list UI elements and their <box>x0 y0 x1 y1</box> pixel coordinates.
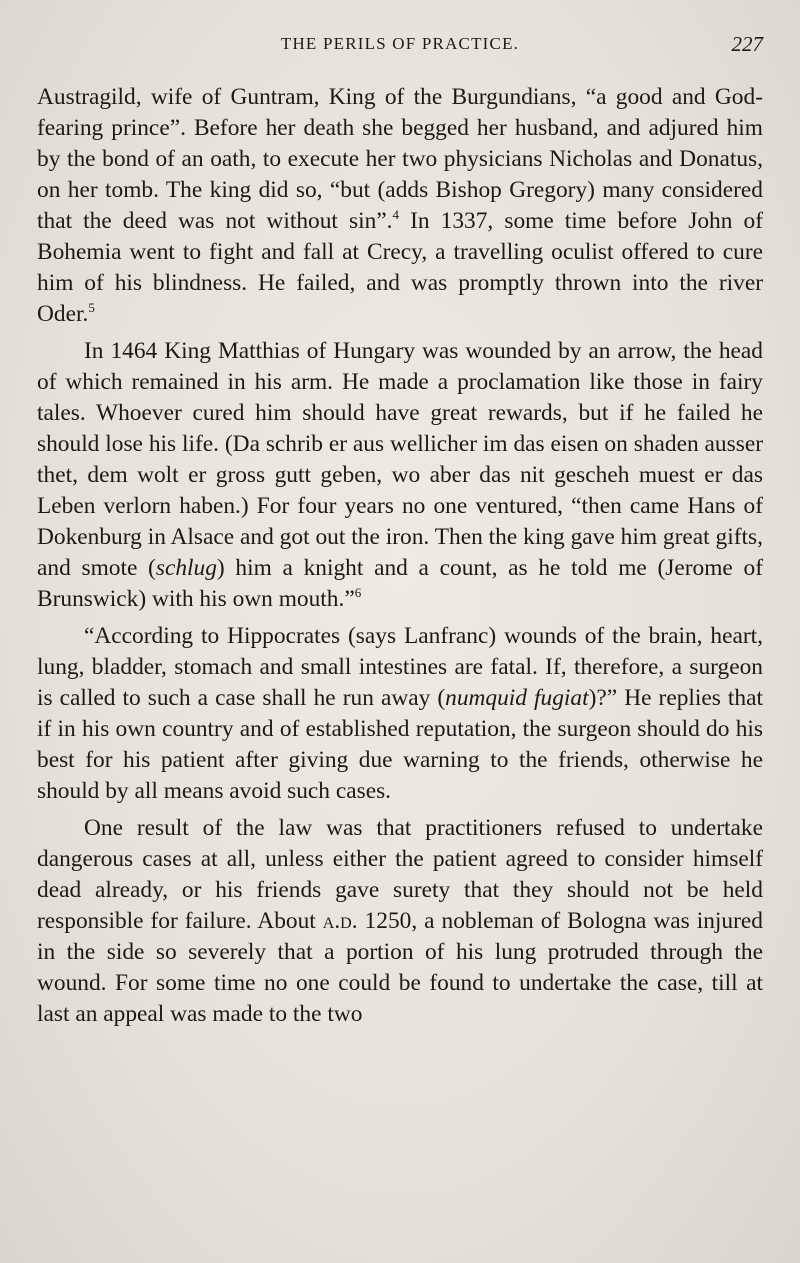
paragraph-4 <box>37 813 763 1030</box>
body-text <box>37 82 763 1030</box>
paragraph-2 <box>37 336 763 615</box>
paragraph-3 <box>37 621 763 807</box>
footnote-ref-4: 4 <box>392 207 400 223</box>
footnote-ref-5: 5 <box>88 300 95 316</box>
paragraph-4-small-caps: a.d. <box>322 908 358 934</box>
paragraph-2-text-a: In 1464 King Matthias of Hungary was wounded by an arrow, the head of which remained in his arm. He made a proclamation like those in fairy tales. Whoever cured him should have great rewards, but if he failed he should lose his life. (Da schrib er aus wellicher im das eisen on shaden ausser thet, dem wolt er gross gutt geben, wo aber das nit gescheh muest er das Leben verlorn haben.) For four years no one ventured, “then came Hans of Dokenburg in Alsace and got out the iron. Then the king gave him great gifts, and smote ( <box>37 338 763 581</box>
page-number: 227 <box>731 32 763 56</box>
paragraph-1 <box>37 82 763 330</box>
paragraph-2-italic: schlug <box>155 555 217 581</box>
paragraph-4-text-a: One result of the law was that practitioners refused to undertake dangerous cases at all, unless either the patient agreed to consider himself dead already, or his friends gave surety that they should not be held responsible for failure. About <box>37 815 763 934</box>
paragraph-3-italic: numquid fugiat <box>445 685 589 711</box>
paragraph-4-text-b: 1250, a nobleman of Bologna was injured in the side so severely that a portion of his lung protruded through the wound. For some time no one could be found to undertake the case, till at last an appeal was made to the two <box>37 908 763 1027</box>
footnote-ref-6: 6 <box>354 585 362 601</box>
running-head: THE PERILS OF PRACTICE. <box>280 34 520 53</box>
paragraph-1-text-a: Austragild, wife of Guntram, King of the Burgundians, “a good and God-fearing prince”. Before her death she begged her husband, and adjured him by the bond of an oath, to execute her two physicians Nicholas and Donatus, on her tomb. The king did so, “but (adds Bishop Gregory) many considered that the deed was not without sin”. <box>37 84 763 234</box>
paragraph-2-text-b: ) him a knight and a count, as he told me (Jerome of Brunswick) with his own mouth.” <box>37 555 763 612</box>
paragraph-1-text-b: In 1337, some time before John of Bohemia went to fight and fall at Crecy, a travelling oculist offered to cure him of his blindness. He failed, and was promptly thrown into the river Oder. <box>37 208 763 327</box>
paragraph-3-text-a: “According to Hippocrates (says Lanfranc) wounds of the brain, heart, lung, bladder, stomach and small intestines are fatal. If, therefore, a surgeon is called to such a case shall he run away ( <box>37 623 763 711</box>
paragraph-3-text-b: )?” He replies that if in his own country and of established reputation, the surgeon should do his best for his patient after giving due warning to the friends, otherwise he should by all means avoid such cases. <box>37 685 763 804</box>
page-header <box>37 32 763 62</box>
